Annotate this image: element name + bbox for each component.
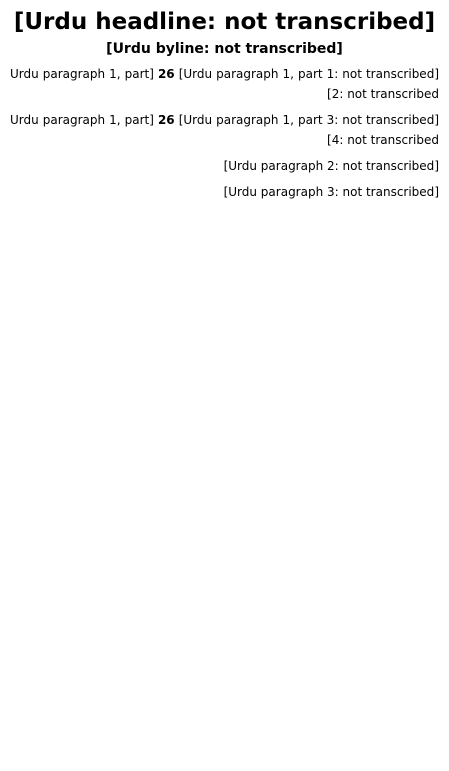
article-paragraph bbox=[10, 156, 439, 176]
paragraph-text: [Urdu paragraph 3: not transcribed] bbox=[223, 185, 439, 199]
article-title: [Urdu headline: not transcribed] bbox=[13, 9, 436, 35]
paragraph-text: [Urdu paragraph 1, part 2: not transcribed] bbox=[10, 67, 439, 101]
paragraph-number: 26 bbox=[157, 67, 175, 81]
paragraph-text: [Urdu paragraph 2: not transcribed] bbox=[223, 159, 439, 173]
article-body bbox=[10, 64, 439, 764]
paragraph-number: 26 bbox=[157, 113, 175, 127]
article-paragraph bbox=[10, 64, 439, 104]
article-paragraph bbox=[10, 110, 439, 150]
paragraph-text: [Urdu paragraph 1, part 4: not transcribed] bbox=[10, 113, 439, 147]
article-byline: [Urdu byline: not transcribed] bbox=[106, 41, 343, 57]
paragraph-text: [Urdu paragraph 1, part 3: not transcribed] bbox=[178, 113, 439, 127]
paragraph-text: [Urdu paragraph 1, part 1: not transcribed] bbox=[178, 67, 439, 81]
article-paragraph bbox=[10, 182, 439, 202]
